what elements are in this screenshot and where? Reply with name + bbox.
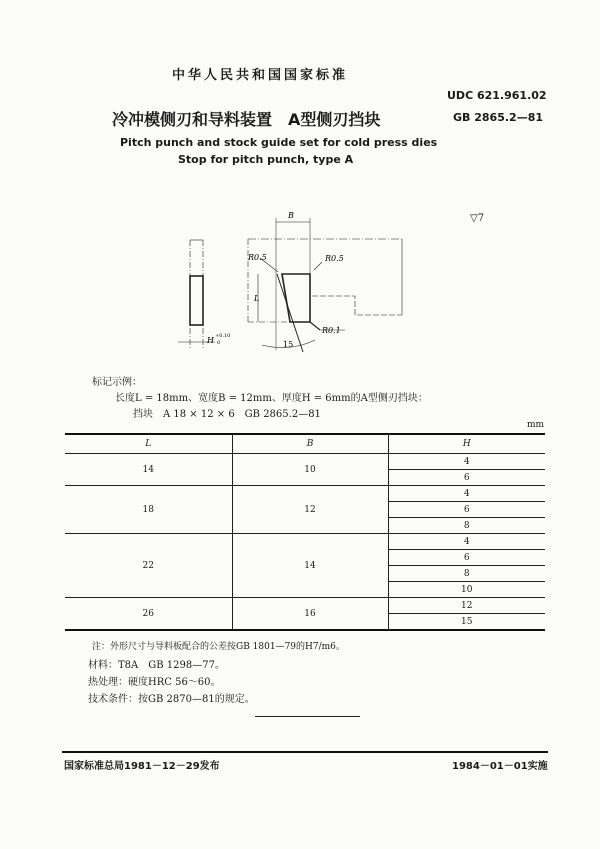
- cell-h: 6: [388, 470, 545, 486]
- issue-date: 国家标准总局1981－12－29发布: [64, 761, 220, 772]
- table-row: [65, 454, 545, 470]
- marking-heading: 标记示例：: [92, 377, 142, 388]
- dim-l-label: L: [254, 294, 260, 303]
- cell-h: 4: [388, 486, 545, 502]
- cell-h: 8: [388, 566, 545, 582]
- standard-number: GB 2865.2—81: [453, 111, 543, 124]
- heat-treatment-note: 热处理：硬度HRC 56～60。: [88, 677, 221, 688]
- marking-example-desc: 长度L = 18mm、宽度B = 12mm、厚度H = 6mm的A型侧刃挡块：: [115, 393, 428, 404]
- tolerance-note: 注：外形尺寸与导料板配合的公差按GB 1801—79的H7/m6。: [92, 642, 345, 652]
- issuing-org: 中华人民共和国国家标准: [172, 68, 349, 83]
- table-row: [65, 598, 545, 614]
- footer-rule: [62, 751, 548, 753]
- udc-number: UDC 621.961.02: [447, 89, 547, 102]
- cell-l: 14: [65, 454, 232, 486]
- header-h: H: [388, 434, 545, 454]
- cell-b: 14: [232, 534, 388, 598]
- cell-b: 16: [232, 598, 388, 631]
- radius-top-right: R0.5: [325, 254, 344, 263]
- cell-l: 22: [65, 534, 232, 598]
- angle-label: 15: [283, 340, 294, 349]
- table-header-row: [65, 434, 545, 454]
- title-en-1: Pitch punch and stock guide set for cold press dies: [120, 136, 438, 149]
- table-row: [65, 534, 545, 550]
- cell-h: 10: [388, 582, 545, 598]
- title-en-2: Stop for pitch punch, type A: [178, 153, 354, 166]
- cell-h: 6: [388, 502, 545, 518]
- dimension-table: [65, 433, 545, 631]
- table-row: [65, 486, 545, 502]
- dim-b-label: B: [288, 211, 294, 220]
- cell-h: 12: [388, 598, 545, 614]
- cell-b: 10: [232, 454, 388, 486]
- cell-l: 26: [65, 598, 232, 631]
- cell-h: 4: [388, 534, 545, 550]
- effective-date: 1984－01－01实施: [452, 761, 548, 772]
- marking-example-code: 挡块 A 18 × 12 × 6 GB 2865.2—81: [133, 409, 321, 420]
- h-tolerance-lower: 0: [217, 340, 221, 346]
- end-rule: [255, 716, 360, 717]
- h-tolerance-upper: +0.10: [215, 333, 231, 339]
- technical-drawing: [170, 200, 430, 360]
- header-l: L: [65, 434, 232, 454]
- cell-l: 18: [65, 486, 232, 534]
- surface-roughness-symbol: ▽7: [470, 213, 485, 224]
- technical-conditions-note: 技术条件：按GB 2870—81的规定。: [88, 694, 255, 705]
- title-cn: 冷冲模侧刃和导料装置 A型侧刃挡块: [112, 110, 381, 129]
- material-note: 材料：T8A GB 1298—77。: [88, 660, 225, 671]
- header-b: B: [232, 434, 388, 454]
- unit-label: mm: [527, 420, 545, 430]
- cell-h: 8: [388, 518, 545, 534]
- radius-bottom: R0.1: [322, 326, 341, 335]
- cell-h: 15: [388, 614, 545, 631]
- dim-h-label: H: [207, 336, 214, 345]
- cell-h: 6: [388, 550, 545, 566]
- cell-h: 4: [388, 454, 545, 470]
- cell-b: 12: [232, 486, 388, 534]
- radius-top-left: R0.5: [248, 253, 267, 262]
